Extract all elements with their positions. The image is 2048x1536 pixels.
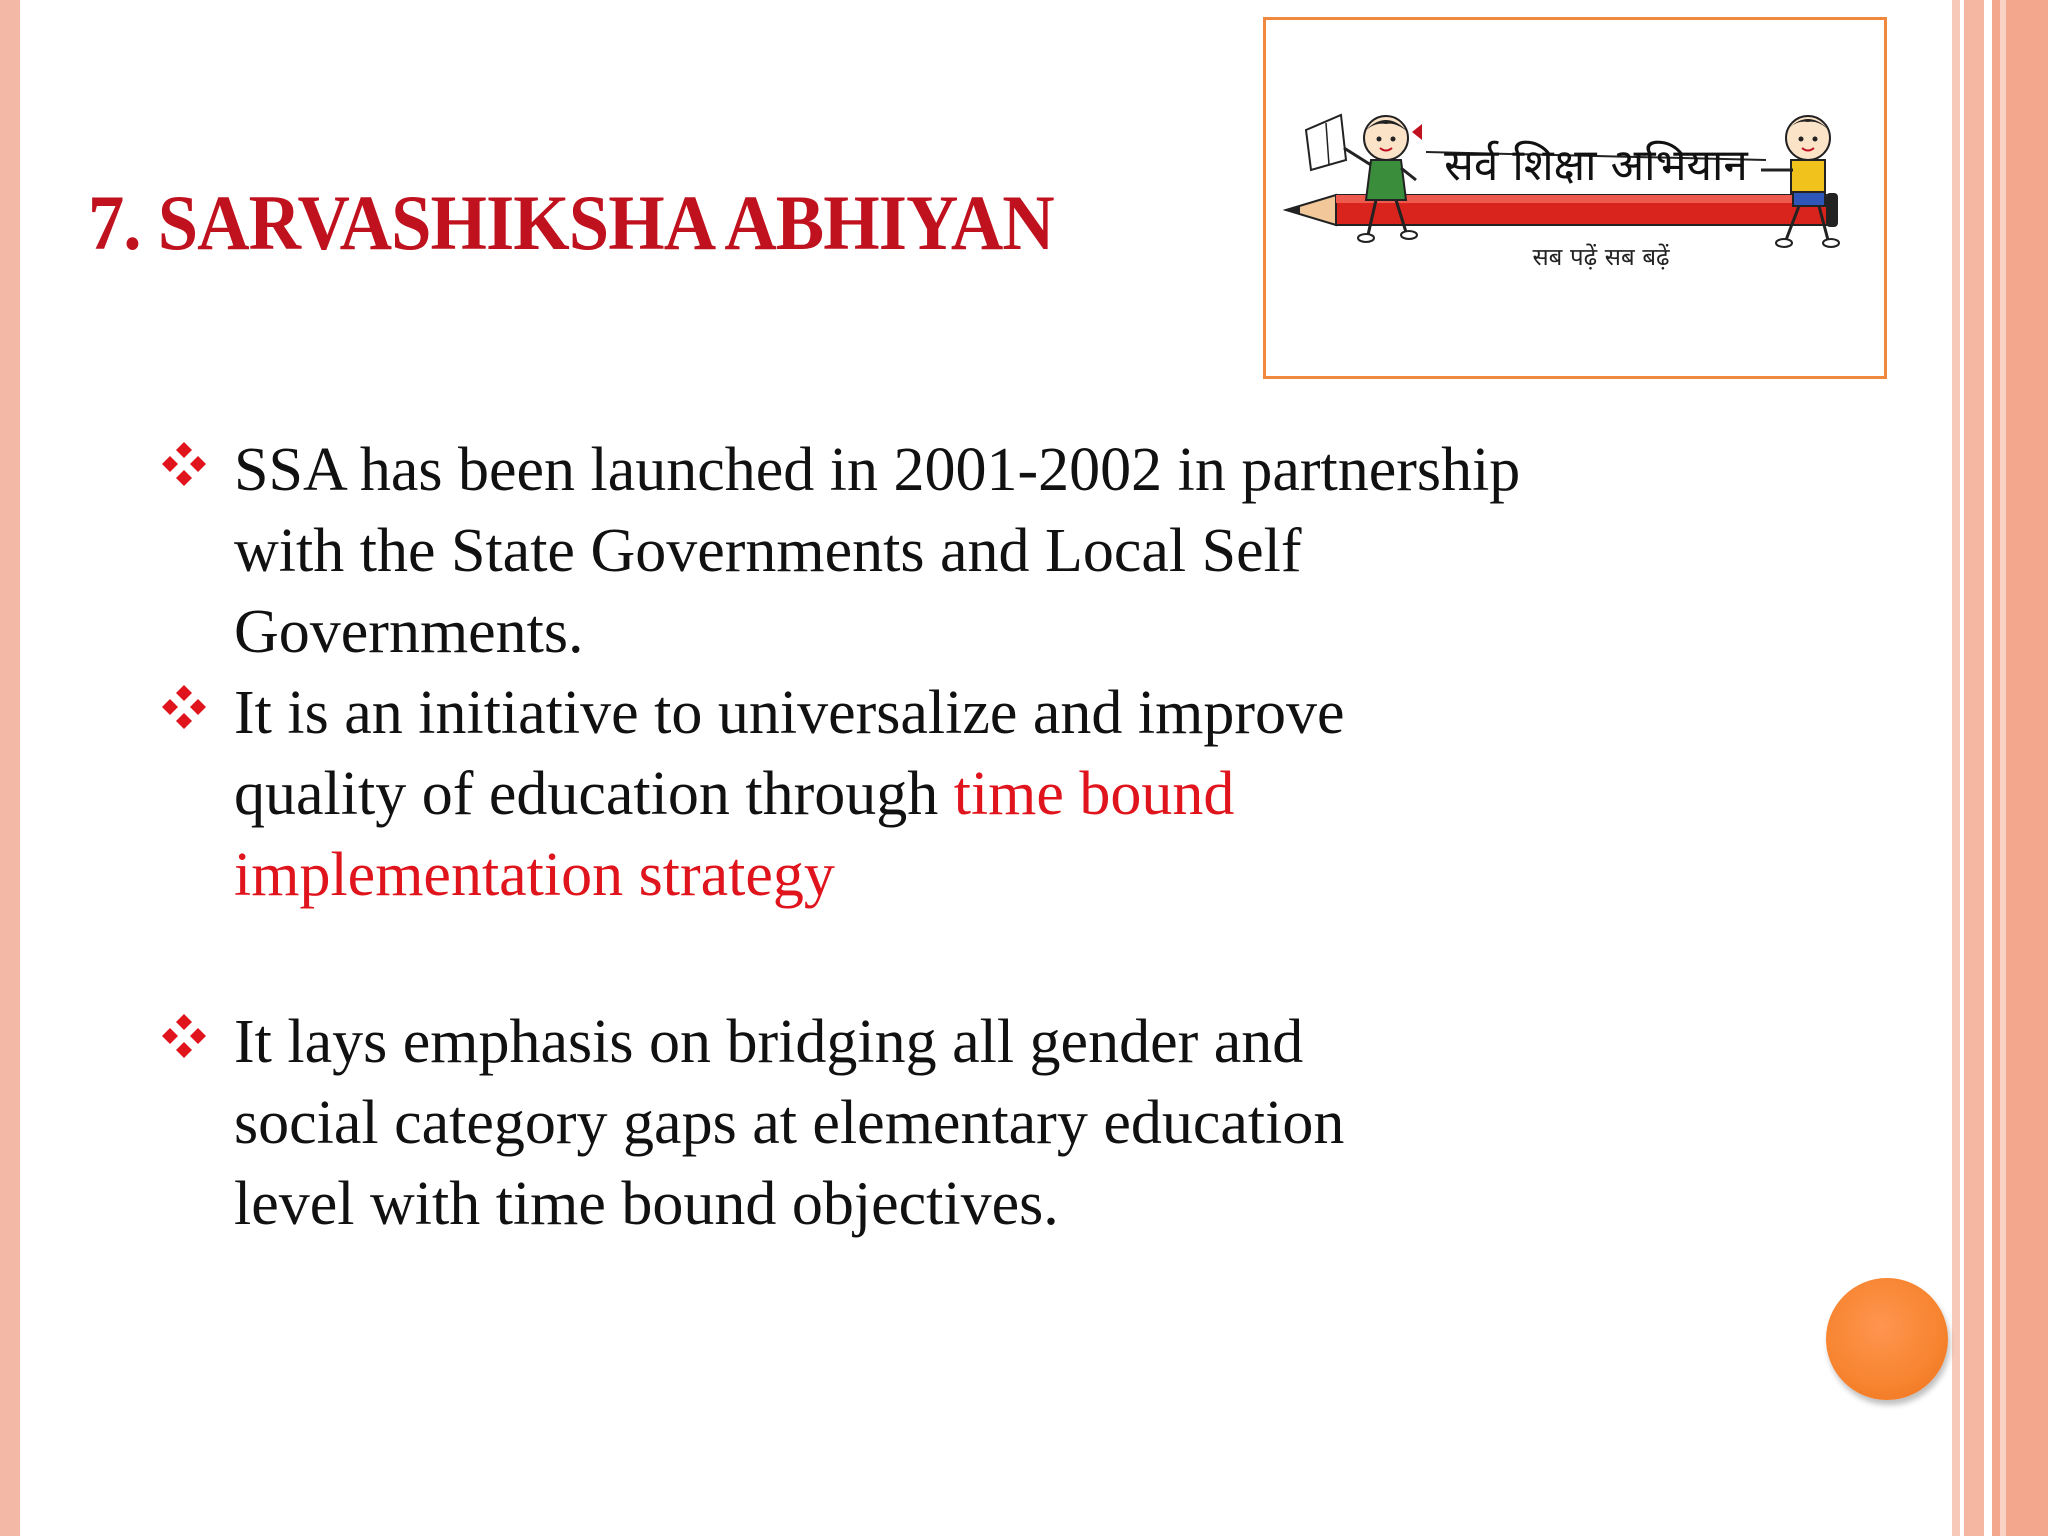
bullet-3-line-3: level with time bound objectives. xyxy=(234,1170,1059,1238)
bullet-2-highlight-1: time bound xyxy=(953,760,1235,828)
pencil-end xyxy=(1826,193,1838,227)
sarva-shiksha-abhiyan-logo xyxy=(1263,17,1887,379)
slide-title: 7. SARVASHIKSHA ABHIYAN xyxy=(88,179,1054,266)
bullet-spacer xyxy=(158,916,1778,1002)
bullet-item-1 xyxy=(158,430,1778,673)
four-diamond-bullet-icon xyxy=(158,681,210,733)
bullet-2-line-2 xyxy=(234,754,1778,835)
pencil-shine xyxy=(1336,195,1836,203)
boy-figure xyxy=(1761,116,1839,247)
logo-main-text: सर्व शिक्षा अभियान xyxy=(1444,140,1748,191)
bullet-3-line-1: It lays emphasis on bridging all gender and xyxy=(234,1008,1304,1076)
four-diamond-bullet-icon xyxy=(158,1010,210,1062)
bullet-item-2 xyxy=(158,673,1778,916)
right-border-stripe xyxy=(1984,0,1992,1536)
bullet-item-3 xyxy=(158,1002,1778,1245)
bullet-1-line-3: Governments. xyxy=(234,598,584,666)
right-border-stripe xyxy=(2000,0,2006,1536)
logo-illustration xyxy=(1266,20,1884,376)
bullet-1-line-2: with the State Governments and Local Self xyxy=(234,517,1302,585)
left-border xyxy=(0,0,20,1536)
bullet-2-highlight-2: implementation strategy xyxy=(234,841,835,909)
orange-circle-decoration xyxy=(1826,1278,1948,1400)
bullet-list xyxy=(158,430,1778,1245)
bullet-2-line-1: It is an initiative to universalize and improve xyxy=(234,679,1345,747)
four-diamond-bullet-icon xyxy=(158,438,210,490)
bullet-3-line-2: social category gaps at elementary education xyxy=(234,1089,1345,1157)
right-border-stripe xyxy=(1964,0,1984,1536)
logo-tagline: सब पढ़ें सब बढ़ें xyxy=(1532,243,1670,271)
bullet-1-line-1: SSA has been launched in 2001-2002 in partnership xyxy=(234,436,1521,504)
right-border-stripe xyxy=(1952,0,1960,1536)
bullet-2-line-2-text: quality of education through xyxy=(234,760,954,828)
